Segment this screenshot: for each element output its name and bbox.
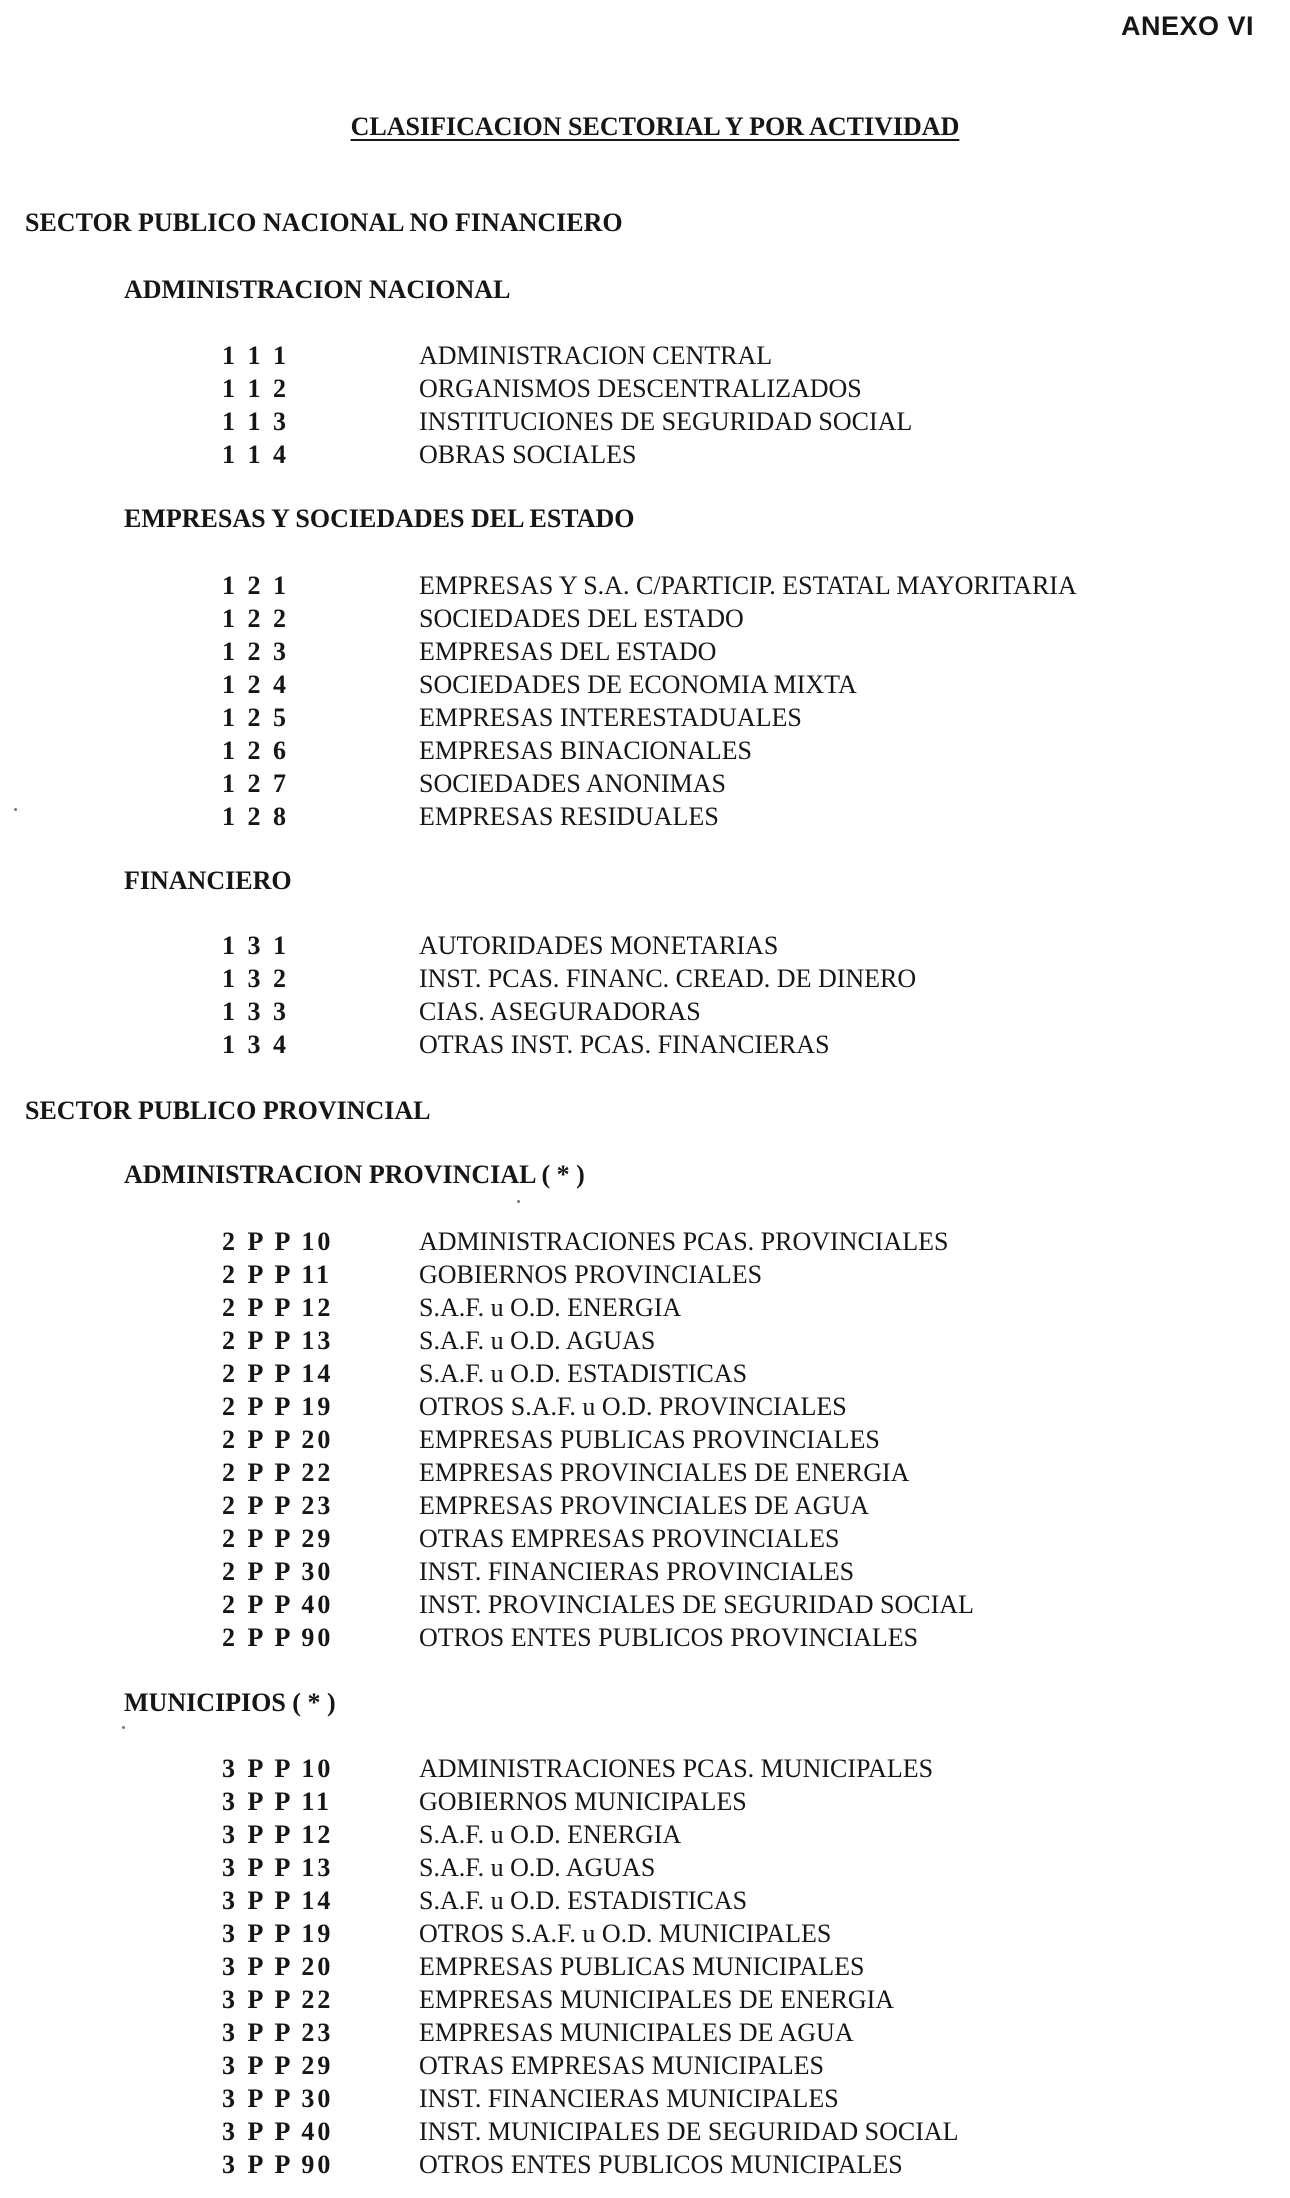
classification-row	[0, 1621, 1290, 1654]
classification-description: S.A.F. u O.D. ENERGIA	[419, 1820, 682, 1849]
scan-speck	[517, 1200, 520, 1203]
group-title: MUNICIPIOS ( * )	[124, 1688, 336, 1717]
classification-row	[0, 339, 1290, 372]
classification-description: S.A.F. u O.D. AGUAS	[419, 1853, 656, 1882]
classification-list	[0, 1752, 1290, 2181]
classification-row	[0, 1489, 1290, 1522]
classification-description: S.A.F. u O.D. ENERGIA	[419, 1293, 682, 1322]
classification-description: ADMINISTRACIONES PCAS. MUNICIPALES	[419, 1754, 934, 1783]
classification-row	[0, 1555, 1290, 1588]
classification-description: ORGANISMOS DESCENTRALIZADOS	[419, 374, 862, 403]
classification-code: 1 2 8	[222, 802, 289, 831]
classification-row	[0, 1588, 1290, 1621]
classification-description: INST. FINANCIERAS MUNICIPALES	[419, 2084, 839, 2113]
classification-row	[0, 734, 1290, 767]
classification-row	[0, 1785, 1290, 1818]
classification-code: 3 P P 10	[222, 1754, 334, 1783]
classification-code: 2 P P 22	[222, 1458, 334, 1487]
classification-row	[0, 800, 1290, 833]
classification-code: 1 2 3	[222, 637, 289, 666]
classification-description: EMPRESAS PROVINCIALES DE ENERGIA	[419, 1458, 910, 1487]
classification-row	[0, 767, 1290, 800]
classification-row	[0, 2148, 1290, 2181]
classification-list	[0, 339, 1290, 471]
classification-row	[0, 995, 1290, 1028]
classification-row	[0, 1818, 1290, 1851]
classification-description: ADMINISTRACION CENTRAL	[419, 341, 773, 370]
classification-code: 1 2 2	[222, 604, 289, 633]
classification-row	[0, 438, 1290, 471]
classification-row	[0, 602, 1290, 635]
classification-row	[0, 372, 1290, 405]
classification-code: 3 P P 14	[222, 1886, 334, 1915]
classification-code: 3 P P 20	[222, 1952, 334, 1981]
classification-row	[0, 1324, 1290, 1357]
classification-description: OTROS S.A.F. u O.D. PROVINCIALES	[419, 1392, 847, 1421]
classification-row	[0, 2082, 1290, 2115]
classification-code: 3 P P 11	[222, 1787, 332, 1816]
classification-code: 2 P P 19	[222, 1392, 334, 1421]
classification-row	[0, 2016, 1290, 2049]
classification-description: SOCIEDADES DE ECONOMIA MIXTA	[419, 670, 857, 699]
classification-code: 1 1 3	[222, 407, 289, 436]
classification-code: 2 P P 12	[222, 1293, 334, 1322]
classification-description: EMPRESAS Y S.A. C/PARTICIP. ESTATAL MAYORITARIA	[419, 571, 1077, 600]
classification-code: 1 3 4	[222, 1030, 289, 1059]
classification-description: OTROS ENTES PUBLICOS MUNICIPALES	[419, 2150, 903, 2179]
scan-speck	[14, 808, 17, 811]
classification-description: SOCIEDADES ANONIMAS	[419, 769, 726, 798]
classification-code: 3 P P 40	[222, 2117, 334, 2146]
classification-description: OTRAS EMPRESAS MUNICIPALES	[419, 2051, 825, 2080]
classification-row	[0, 569, 1290, 602]
classification-description: INSTITUCIONES DE SEGURIDAD SOCIAL	[419, 407, 913, 436]
classification-code: 3 P P 90	[222, 2150, 334, 2179]
classification-code: 1 2 5	[222, 703, 289, 732]
scan-speck	[122, 1726, 125, 1729]
classification-row	[0, 1225, 1290, 1258]
classification-description: AUTORIDADES MONETARIAS	[419, 931, 779, 960]
classification-code: 3 P P 23	[222, 2018, 334, 2047]
classification-description: OBRAS SOCIALES	[419, 440, 637, 469]
classification-code: 3 P P 29	[222, 2051, 334, 2080]
classification-code: 2 P P 40	[222, 1590, 334, 1619]
classification-code: 3 P P 12	[222, 1820, 334, 1849]
classification-code: 1 2 1	[222, 571, 289, 600]
classification-code: 1 2 7	[222, 769, 289, 798]
group-title: ADMINISTRACION NACIONAL	[124, 275, 511, 304]
classification-row	[0, 635, 1290, 668]
classification-description: EMPRESAS PROVINCIALES DE AGUA	[419, 1491, 869, 1520]
classification-code: 1 1 2	[222, 374, 289, 403]
classification-description: OTROS S.A.F. u O.D. MUNICIPALES	[419, 1919, 832, 1948]
classification-description: S.A.F. u O.D. ESTADISTICAS	[419, 1359, 748, 1388]
classification-row	[0, 668, 1290, 701]
classification-code: 1 2 4	[222, 670, 289, 699]
classification-code: 1 3 3	[222, 997, 289, 1026]
classification-code: 3 P P 30	[222, 2084, 334, 2113]
classification-description: OTRAS INST. PCAS. FINANCIERAS	[419, 1030, 830, 1059]
classification-code: 3 P P 22	[222, 1985, 334, 2014]
classification-code: 2 P P 90	[222, 1623, 334, 1652]
classification-code: 1 3 1	[222, 931, 289, 960]
classification-description: INST. PCAS. FINANC. CREAD. DE DINERO	[419, 964, 917, 993]
classification-code: 2 P P 23	[222, 1491, 334, 1520]
classification-description: EMPRESAS BINACIONALES	[419, 736, 752, 765]
classification-code: 2 P P 11	[222, 1260, 332, 1289]
classification-description: EMPRESAS MUNICIPALES DE AGUA	[419, 2018, 854, 2047]
classification-row	[0, 929, 1290, 962]
classification-code: 2 P P 20	[222, 1425, 334, 1454]
classification-code: 2 P P 13	[222, 1326, 334, 1355]
classification-row	[0, 1522, 1290, 1555]
classification-row	[0, 1456, 1290, 1489]
classification-description: S.A.F. u O.D. AGUAS	[419, 1326, 656, 1355]
classification-description: SOCIEDADES DEL ESTADO	[419, 604, 744, 633]
classification-row	[0, 2115, 1290, 2148]
group-title: FINANCIERO	[124, 866, 292, 895]
document-title: CLASIFICACION SECTORIAL Y POR ACTIVIDAD	[350, 112, 960, 141]
sector-title: SECTOR PUBLICO NACIONAL NO FINANCIERO	[25, 208, 623, 237]
classification-code: 3 P P 19	[222, 1919, 334, 1948]
classification-row	[0, 1291, 1290, 1324]
classification-row	[0, 1851, 1290, 1884]
classification-row	[0, 1357, 1290, 1390]
classification-list	[0, 1225, 1290, 1654]
classification-row	[0, 1917, 1290, 1950]
classification-code: 1 2 6	[222, 736, 289, 765]
classification-row	[0, 1884, 1290, 1917]
classification-description: ADMINISTRACIONES PCAS. PROVINCIALES	[419, 1227, 949, 1256]
classification-code: 1 1 4	[222, 440, 289, 469]
classification-description: GOBIERNOS PROVINCIALES	[419, 1260, 763, 1289]
classification-row	[0, 1390, 1290, 1423]
classification-description: EMPRESAS DEL ESTADO	[419, 637, 717, 666]
classification-code: 1 1 1	[222, 341, 289, 370]
classification-row	[0, 2049, 1290, 2082]
classification-description: OTRAS EMPRESAS PROVINCIALES	[419, 1524, 840, 1553]
classification-description: EMPRESAS PUBLICAS PROVINCIALES	[419, 1425, 880, 1454]
classification-list	[0, 929, 1290, 1061]
classification-description: INST. FINANCIERAS PROVINCIALES	[419, 1557, 855, 1586]
classification-description: S.A.F. u O.D. ESTADISTICAS	[419, 1886, 748, 1915]
classification-code: 1 3 2	[222, 964, 289, 993]
classification-description: OTROS ENTES PUBLICOS PROVINCIALES	[419, 1623, 919, 1652]
annex-label: ANEXO VI	[1120, 11, 1254, 41]
classification-row	[0, 1423, 1290, 1456]
classification-code: 2 P P 29	[222, 1524, 334, 1553]
classification-row	[0, 1983, 1290, 2016]
classification-code: 2 P P 10	[222, 1227, 334, 1256]
classification-description: GOBIERNOS MUNICIPALES	[419, 1787, 747, 1816]
classification-description: INST. PROVINCIALES DE SEGURIDAD SOCIAL	[419, 1590, 974, 1619]
classification-row	[0, 962, 1290, 995]
classification-row	[0, 405, 1290, 438]
classification-row	[0, 1028, 1290, 1061]
classification-description: CIAS. ASEGURADORAS	[419, 997, 701, 1026]
classification-description: EMPRESAS PUBLICAS MUNICIPALES	[419, 1952, 865, 1981]
classification-code: 2 P P 30	[222, 1557, 334, 1586]
classification-description: EMPRESAS INTERESTADUALES	[419, 703, 802, 732]
classification-row	[0, 1752, 1290, 1785]
classification-code: 3 P P 13	[222, 1853, 334, 1882]
classification-description: EMPRESAS MUNICIPALES DE ENERGIA	[419, 1985, 895, 2014]
classification-row	[0, 1950, 1290, 1983]
group-title: EMPRESAS Y SOCIEDADES DEL ESTADO	[124, 504, 635, 533]
classification-row	[0, 1258, 1290, 1291]
sector-title: SECTOR PUBLICO PROVINCIAL	[25, 1096, 431, 1125]
classification-description: EMPRESAS RESIDUALES	[419, 802, 719, 831]
classification-description: INST. MUNICIPALES DE SEGURIDAD SOCIAL	[419, 2117, 959, 2146]
classification-list	[0, 569, 1290, 833]
classification-code: 2 P P 14	[222, 1359, 334, 1388]
classification-row	[0, 701, 1290, 734]
group-title: ADMINISTRACION PROVINCIAL ( * )	[124, 1160, 585, 1189]
